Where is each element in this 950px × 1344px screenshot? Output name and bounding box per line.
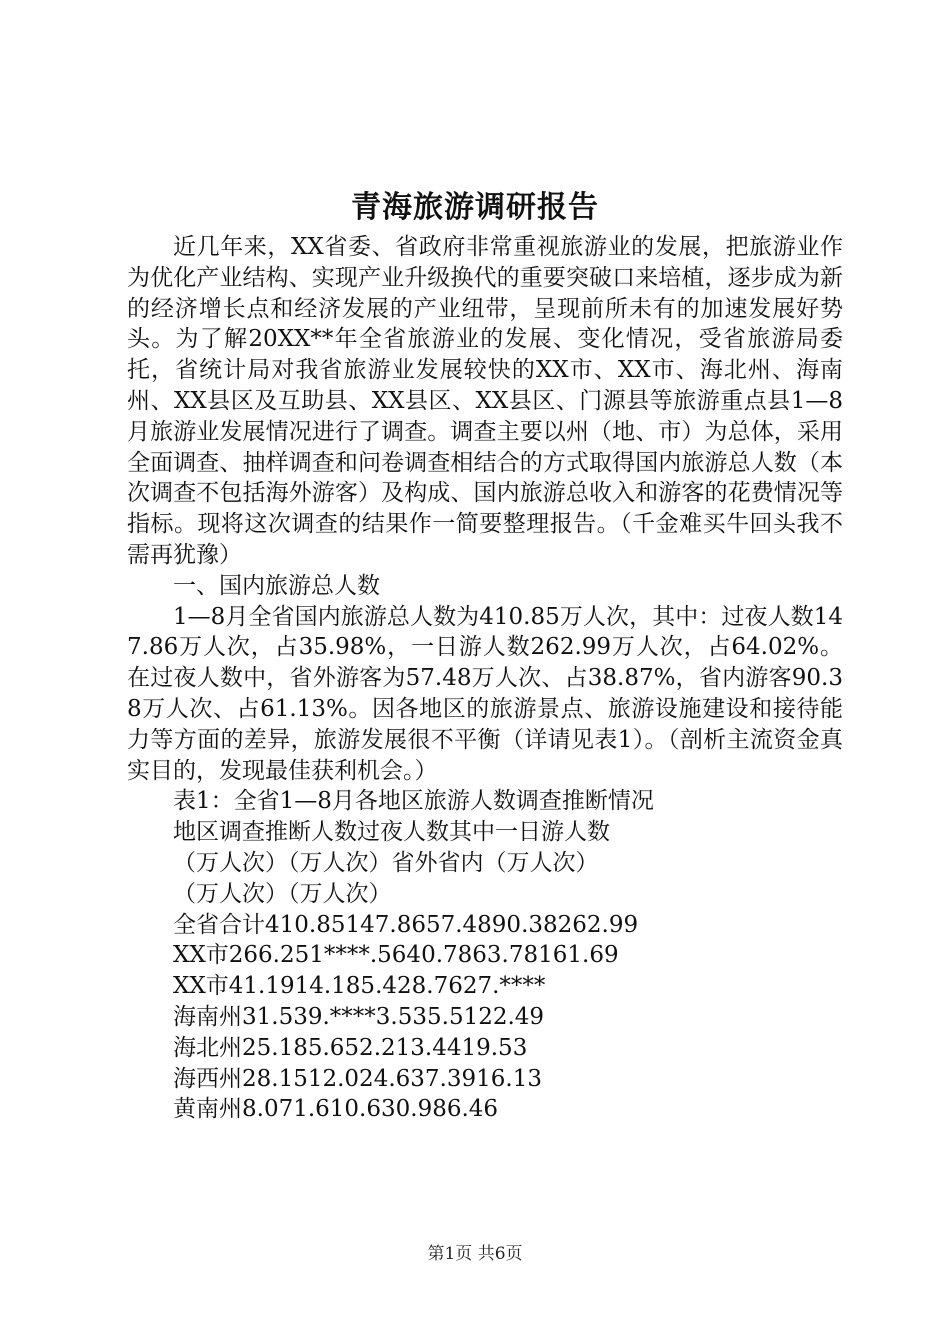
table-row: 全省合计410.85147.8657.4890.38262.99 (173, 911, 639, 938)
section-heading: 一、国内旅游总人数 (173, 572, 380, 599)
page-footer: 第1页 共6页 (427, 1244, 523, 1264)
intro-paragraph: 近几年来，XX省委、省政府非常重视旅游业的发展，把旅游业作为优化产业结构、实现产业升级换代的重要突破口来培植，逐步成为新的经济增长点和经济发展的产业纽带，呈现前所未有的加速发展好势头。为了解20XX**年全省旅游业的发展、变化情况，受省旅游局委托，省统计局对我省旅游业发展较快的XX市、XX市、海北州、海南州、XX县区及互助县、XX县区、XX县区、门源县等旅游重点县1—8月旅游业发展情况进行了调查。调查主要以州（地、市）为总体，采用全面调查、抽样调查和问卷调查相结合的方式取得国内旅游总人数（本次调查不包括海外游客）及构成、国内旅游总收入和游客的花费情况等指标。现将这次调查的结果作一简要整理报告。（千金难买牛回头我不需再犹豫） (127, 234, 843, 568)
document-body (127, 232, 843, 1125)
data-table (127, 786, 843, 1125)
table-row: 黄南州8.071.610.630.986.46 (173, 1096, 499, 1123)
table-caption: 表1：全省1—8月各地区旅游人数调查推断情况 (173, 788, 654, 815)
table-header-line: （万人次）（万人次） (173, 880, 392, 907)
table-header-line: 地区调查推断人数过夜人数其中一日游人数 (173, 819, 610, 846)
table-row: 海北州25.185.652.213.4419.53 (173, 1034, 528, 1061)
table-row: XX市266.251****.5640.7863.78161.69 (173, 942, 619, 969)
section-paragraph: 1—8月全省国内旅游总人数为410.85万人次，其中：过夜人数147.86万人次，占35.98%，一日游人数262.99万人次，占64.02%。在过夜人数中，省外游客为57.48万人次、占38.87%，省内游客90.38万人次、占61.13%。因各地区的旅游景点、旅游设施建设和接待能力等方面的差异，旅游发展很不平衡（详请见表1）。（剖析主流资金真实目的，发现最佳获利机会。） (127, 603, 843, 784)
table-header-line: （万人次）（万人次）省外省内（万人次） (173, 849, 599, 876)
table-row: 海西州28.1512.024.637.3916.13 (173, 1065, 542, 1092)
table-row: 海南州31.539.****3.535.5122.49 (173, 1003, 545, 1030)
document-title: 青海旅游调研报告 (351, 190, 599, 225)
table-row: XX市41.1914.185.428.7627.**** (173, 973, 546, 1000)
